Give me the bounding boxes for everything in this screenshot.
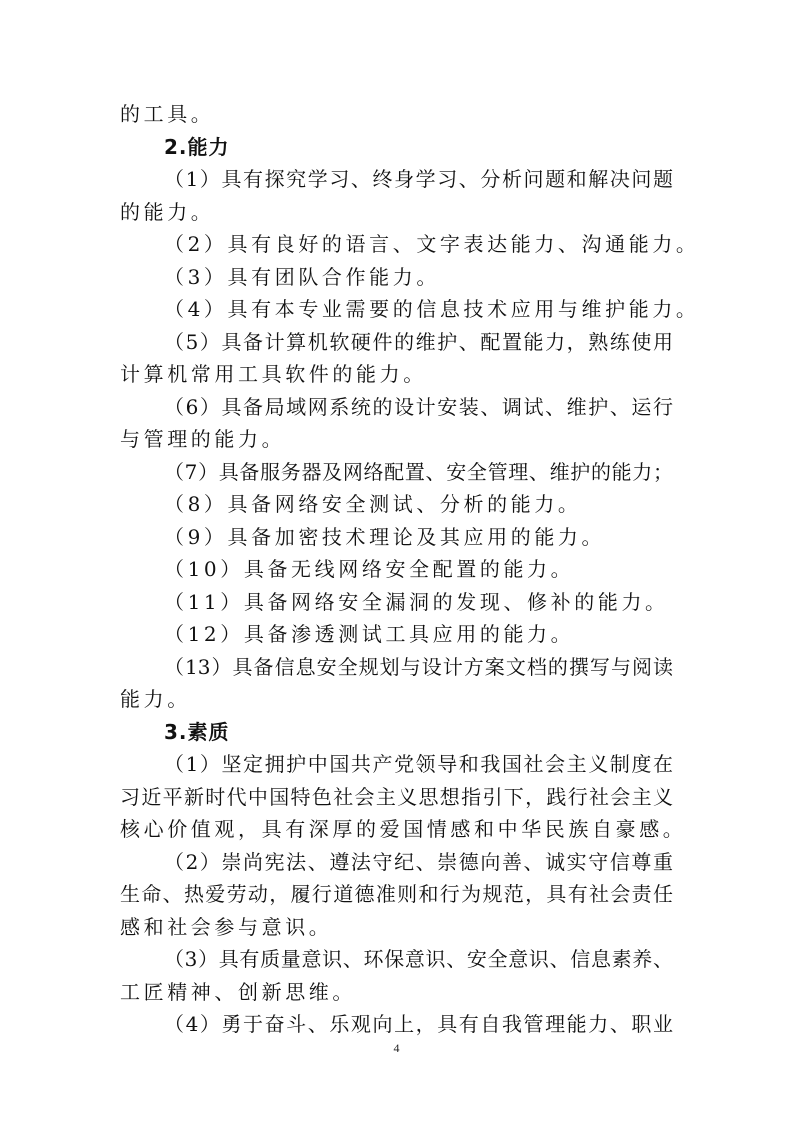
item-line: （8）具备网络安全测试、分析的能力。 (164, 492, 582, 516)
list-item (120, 391, 673, 456)
item-line: （5）具备计算机软硬件的维护、配置能力，熟练使用 (164, 329, 673, 354)
list-item (120, 846, 673, 944)
intro-tail-line: 的工具。 (120, 102, 215, 126)
list-item (120, 586, 673, 619)
item-line: 能力。 (120, 687, 191, 711)
item-line: （3）具有质量意识、环保意识、安全意识、信息素养、 (164, 947, 673, 971)
item-line: 核心价值观，具有深厚的爱国情感和中华民族自豪感。 (120, 817, 687, 841)
item-line: （7）具备服务器及网络配置、安全管理、维护的能力； (164, 459, 673, 484)
item-line: （10）具备无线网络安全配置的能力。 (164, 557, 575, 581)
list-item (120, 163, 673, 228)
list-item (120, 748, 687, 846)
document-body (120, 98, 700, 1041)
item-line: 的能力。 (120, 199, 215, 224)
list-item (120, 293, 700, 326)
item-line: （3）具有团队合作能力。 (164, 264, 440, 289)
item-line: （4）勇于奋斗、乐观向上，具有自我管理能力、职业 (164, 1012, 673, 1036)
item-line: 工匠精神、创新思维。 (120, 979, 356, 1004)
list-item (120, 488, 673, 521)
item-line: 感和社会参与意识。 (120, 914, 333, 939)
item-line: （2）崇尚宪法、遵法守纪、崇德向善、诚实守信尊重 (164, 849, 673, 874)
item-line: 与管理的能力。 (120, 427, 286, 451)
item-line: （9）具备加密技术理论及其应用的能力。 (164, 524, 606, 549)
section-qualities (120, 716, 687, 1041)
item-line: （12）具备渗透测试工具应用的能力。 (164, 622, 575, 646)
item-line: 计算机常用工具软件的能力。 (120, 362, 427, 386)
item-line: （1）坚定拥护中国共产党领导和我国社会主义制度在 (164, 752, 673, 776)
list-item (120, 228, 700, 261)
item-line: （2）具有良好的语言、文字表达能力、沟通能力。 (164, 232, 700, 256)
list-item (120, 326, 673, 391)
section-heading: 2.能力 (164, 134, 230, 159)
list-item (120, 553, 673, 586)
list-item (120, 651, 673, 716)
section-heading: 3.素质 (164, 719, 230, 744)
section-abilities (120, 131, 700, 716)
list-item (120, 456, 673, 489)
item-line: （1）具有探究学习、终身学习、分析问题和解决问题 (164, 167, 673, 191)
item-line: （13）具备信息安全规划与设计方案文档的撰写与阅读 (164, 654, 673, 679)
item-line: 习近平新时代中国特色社会主义思想指引下，践行社会主义 (120, 784, 673, 809)
list-item (120, 261, 673, 294)
item-line: 生命、热爱劳动，履行道德准则和行为规范，具有社会责任 (120, 882, 673, 906)
item-line: （6）具备局域网系统的设计安装、调试、维护、运行 (164, 394, 673, 419)
list-item (120, 521, 673, 554)
list-item (120, 1008, 673, 1041)
item-line: （4）具有本专业需要的信息技术应用与维护能力。 (164, 297, 700, 321)
page-number: 4 (393, 1041, 400, 1055)
list-item (120, 943, 673, 1008)
list-item (120, 618, 673, 651)
item-line: （11）具备网络安全漏洞的发现、修补的能力。 (164, 589, 669, 614)
